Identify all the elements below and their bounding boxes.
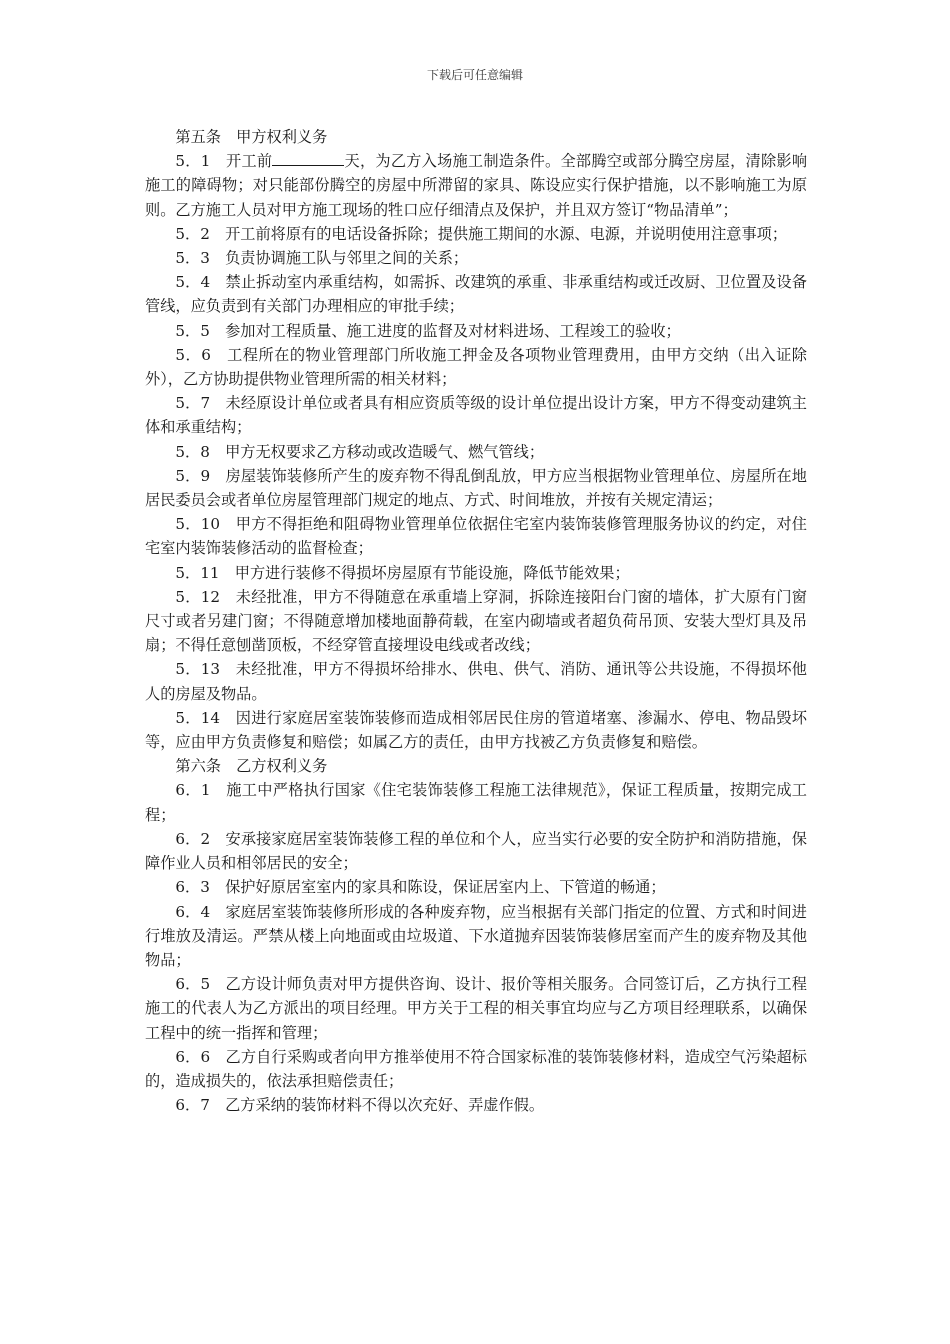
clause-6-2: 6．2 安承接家庭居室装饰装修工程的单位和个人，应当实行必要的安全防护和消防措施，保障作业人员和相邻居民的安全； [145,829,807,873]
clause-5-1-rest: 天，为乙方入场施工制造条件。全部腾空或部分腾空房屋，清除影响施工的障碍物；对只能部份腾空的房屋中所滞留的家具、陈设应实行保护措施，以不影响施工为原则。乙方施工人员对甲方施工现场的牲口应仔细清点及保护，并且双方签订“物品清单”； [145,152,808,219]
clause-6-7: 6．7 乙方采纳的装饰材料不得以次充好、弄虚作假。 [175,1096,545,1115]
section-heading-6: 第六条 乙方权利义务 [175,757,328,776]
clause-5-12: 5．12 未经批准，甲方不得随意在承重墙上穿洞，拆除连接阳台门窗的墙体，扩大原有门窗尺寸或者另建门窗；不得随意增加楼地面静荷载，在室内砌墙或者超负荷吊顶、安装大型灯具及吊扇；不得任意刨凿顶板，不经穿管直接埋设电线或者改线； [145,587,807,655]
clause-5-9: 5．9 房屋装饰装修所产生的废弃物不得乱倒乱放，甲方应当根据物业管理单位、房屋所在地居民委员会或者单位房屋管理部门规定的地点、方式、时间堆放，并按有关规定清运； [145,466,807,510]
clause-5-1 [145,149,807,222]
clause-5-14: 5．14 因进行家庭居室装饰装修而造成相邻居民住房的管道堵塞、渗漏水、停电、物品毁坏等，应由甲方负责修复和赔偿；如属乙方的责任，由甲方找被乙方负责修复和赔偿。 [145,708,807,752]
clause-6-6: 6．6 乙方自行采购或者向甲方推举使用不符合国家标准的装饰装修材料，造成空气污染超标的，造成损失的，依法承担赔偿责任； [145,1047,807,1090]
clause-5-3: 5．3 负责协调施工队与邻里之间的关系； [175,249,469,268]
clause-5-13: 5．13 未经批准，甲方不得损坏给排水、供电、供气、消防、通讯等公共设施，不得损坏他人的房屋及物品。 [145,660,807,703]
clause-6-3: 6．3 保护好原居室室内的家具和陈设，保证居室内上、下管道的畅通； [175,878,666,897]
clause-5-4: 5．4 禁止拆动室内承重结构，如需拆、改建筑的承重、非承重结构或迁改厨、卫位置及设备管线，应负责到有关部门办理相应的审批手续； [145,273,807,316]
page-header: 下载后可任意编辑 [426,68,523,82]
clause-5-6: 5．6 工程所在的物业管理部门所收施工押金及各项物业管理费用，由甲方交纳（出入证除外），乙方协助提供物业管理所需的相关材料； [145,345,807,389]
days-blank-field[interactable] [272,149,344,166]
clause-5-11: 5．11 甲方进行装修不得损坏房屋原有节能设施，降低节能效果； [175,563,630,582]
clause-6-5: 6．5 乙方设计师负责对甲方提供咨询、设计、报价等相关服务。合同签订后，乙方执行工程施工的代表人为乙方派出的项目经理。甲方关于工程的相关事宜均应与乙方项目经理联系，以确保工程中的统一指挥和管理； [145,975,807,1042]
clause-5-10: 5．10 甲方不得拒绝和阻碍物业管理单位依据住宅室内装饰装修管理服务协议的约定，对住宅室内装饰装修活动的监督检查； [145,515,807,558]
clause-5-5: 5．5 参加对工程质量、施工进度的监督及对材料进场、工程竣工的验收； [175,321,681,340]
clause-5-2: 5．2 开工前将原有的电话设备拆除；提供施工期间的水源、电源，并说明使用注意事项； [175,224,788,243]
clause-6-4: 6．4 家庭居室装饰装修所形成的各种废弃物，应当根据有关部门指定的位置、方式和时间进行堆放及清运。严禁从楼上向地面或由垃圾道、下水道抛弃因装饰装修居室而产生的废弃物及其他物品； [145,902,807,969]
section-heading-5: 第五条 甲方权利义务 [175,128,328,146]
clause-5-1-start: 5．1 开工前 [175,152,273,171]
document-body [145,125,807,1117]
clause-5-7: 5．7 未经原设计单位或者具有相应资质等级的设计单位提出设计方案，甲方不得变动建筑主体和承重结构； [145,394,807,437]
clause-6-1: 6．1 施工中严格执行国家《住宅装饰装修工程施工法律规范》，保证工程质量，按期完成工程； [145,781,807,824]
clause-5-8: 5．8 甲方无权要求乙方移动或改造暖气、燃气管线； [175,442,545,461]
